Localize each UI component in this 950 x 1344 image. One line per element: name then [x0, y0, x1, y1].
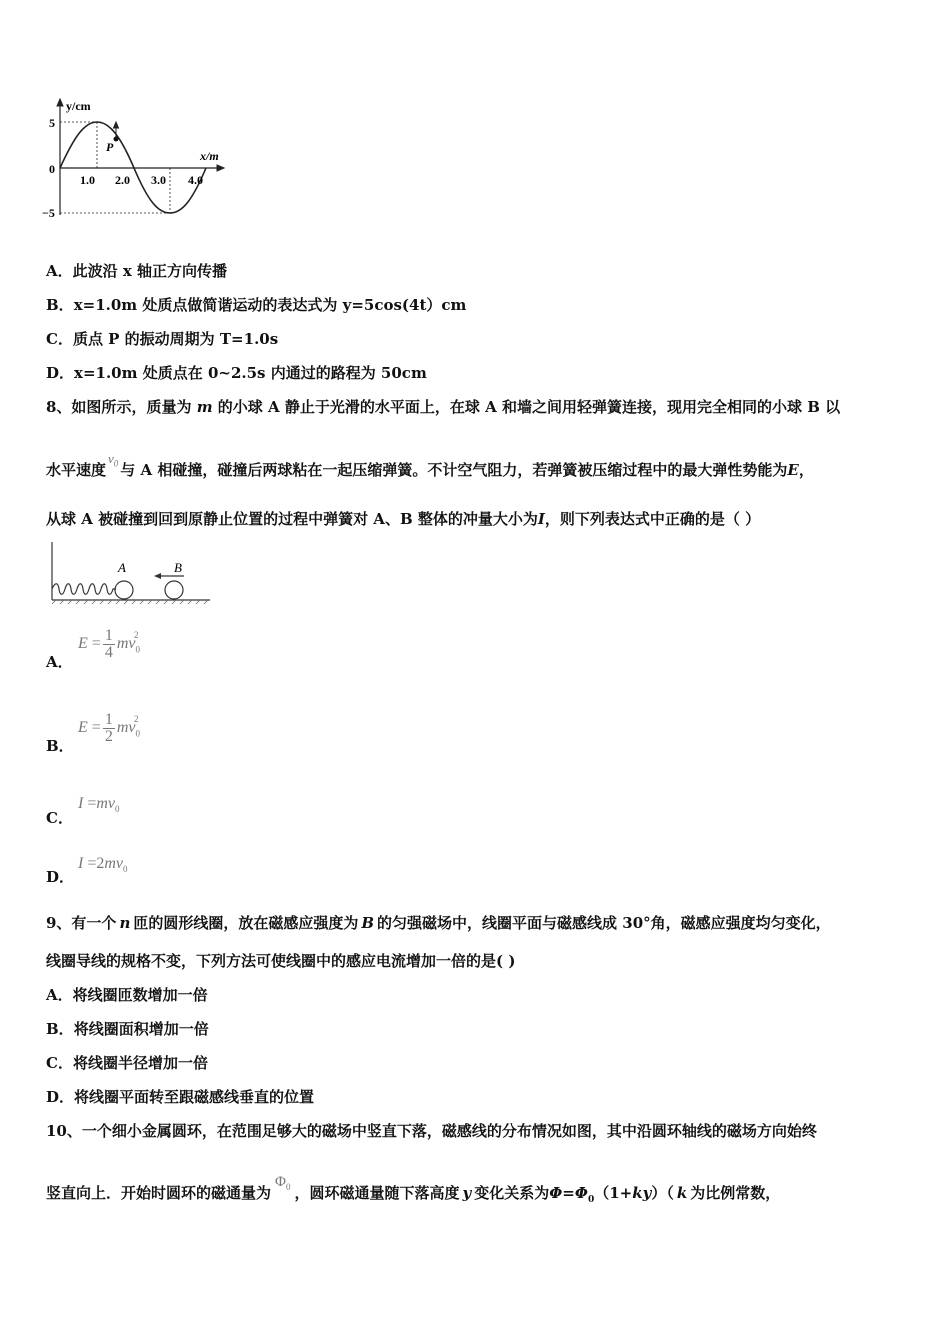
- equals: =: [91, 635, 101, 653]
- q9-line-2: [46, 951, 515, 971]
- q10-line-2: [46, 1174, 781, 1210]
- q9-option-c: [46, 1053, 208, 1073]
- option-text: 将线圈面积增加一倍: [73, 1020, 209, 1038]
- formula: Φ=Φ: [549, 1184, 588, 1202]
- option-text: 此波沿 x 轴正方向传播: [72, 262, 228, 280]
- var-b: B: [361, 914, 375, 932]
- point-p-label: P: [106, 140, 114, 154]
- text: 匝的圆形线圈，放在磁感应强度为: [133, 914, 359, 932]
- var-k: k: [676, 1184, 688, 1202]
- spring: [52, 584, 116, 595]
- q7-option-d: [46, 363, 427, 383]
- subscript: 0: [123, 864, 128, 875]
- q8-option-d-label: [46, 867, 74, 887]
- q9-option-d: [46, 1087, 314, 1107]
- text: ）（: [651, 1184, 674, 1202]
- option-label: B．: [46, 737, 74, 755]
- q9-line-1: [46, 913, 831, 933]
- option-text: 将线圈匝数增加一倍: [72, 986, 208, 1004]
- q7-option-b: [46, 295, 466, 315]
- rhs: mv: [96, 795, 116, 812]
- q8-line-3: [46, 509, 760, 529]
- y-tick-neg5: −5: [42, 206, 55, 220]
- option-label: A．: [46, 262, 73, 280]
- text: 水平速度: [46, 461, 107, 479]
- denominator: 4: [104, 644, 113, 661]
- text: 为比例常数，: [690, 1184, 781, 1202]
- option-label: D．: [46, 868, 75, 886]
- q8-option-c-formula: [78, 795, 120, 814]
- velocity-arrow-head: [154, 573, 161, 579]
- q7-option-c: [46, 329, 278, 349]
- rhs: mv: [116, 719, 136, 737]
- v-sub: 0: [113, 458, 119, 469]
- x-tick-2: 2.0: [115, 173, 130, 187]
- option-text: x=1.0m 处质点在 0~2.5s 内通过的路程为 50cm: [74, 364, 427, 382]
- lhs: E: [78, 719, 88, 737]
- x-axis-label: x/m: [200, 149, 219, 163]
- text: 10、一个细小金属圆环，在范围足够大的磁场中竖直下落，磁感线的分布情况如图，其中沿圆环轴线的磁场方向始终: [46, 1122, 817, 1140]
- option-label: B．: [46, 296, 74, 314]
- q8-option-a-label: [46, 652, 73, 672]
- x-tick-3: 3.0: [151, 173, 166, 187]
- lhs: E: [78, 635, 88, 653]
- coefficient: 2: [96, 855, 105, 872]
- x-axis-arrow: [217, 165, 224, 171]
- text: 线圈导线的规格不变，下列方法可使线圈中的感应电流增加一倍的是( ): [46, 952, 516, 970]
- var-ky: ky: [632, 1184, 652, 1202]
- wave-graph: [40, 95, 230, 225]
- q7-option-a: [46, 261, 227, 281]
- phi0-symbol: [275, 1174, 290, 1190]
- equals: =: [87, 855, 97, 872]
- option-label: C．: [46, 809, 73, 827]
- rhs: mv: [116, 635, 136, 653]
- phi-letter: Φ: [275, 1174, 286, 1190]
- equals: =: [91, 719, 101, 737]
- text: 变化关系为: [474, 1184, 550, 1202]
- x-tick-1: 1.0: [80, 173, 95, 187]
- subscript: 0: [115, 804, 120, 815]
- point-p: [114, 137, 119, 142]
- subscript: 0: [135, 644, 140, 655]
- lhs: I: [78, 795, 84, 812]
- superscript: 2: [133, 713, 139, 724]
- q10-line-1: [46, 1121, 817, 1141]
- option-label: A．: [46, 653, 73, 671]
- text: （1+: [594, 1184, 633, 1202]
- q8-option-c-label: [46, 808, 73, 828]
- q8-option-d-formula: [78, 855, 128, 874]
- text: 从球 A 被碰撞到回到原静止位置的过程中弹簧对 A、B 整体的冲量大小为: [46, 510, 538, 528]
- q8-line-2: [46, 451, 814, 486]
- option-label: C．: [46, 1054, 73, 1072]
- option-text: 将线圈半径增加一倍: [72, 1054, 208, 1072]
- var-m: m: [196, 398, 213, 416]
- var-e: E: [787, 461, 799, 479]
- formula-sub: 0: [587, 1195, 595, 1205]
- var-y: y: [462, 1184, 472, 1202]
- ball-b-label: B: [174, 560, 182, 575]
- ball-b: [165, 581, 183, 599]
- text: 竖直向上．开始时圆环的磁通量为: [46, 1184, 272, 1202]
- option-label: D．: [46, 364, 75, 382]
- var-i: I: [537, 510, 545, 528]
- text: 8、如图所示，质量为: [46, 398, 192, 416]
- equals: =: [87, 795, 97, 812]
- option-text: x=1.0m 处质点做简谐运动的表达式为 y=5cos(4t）cm: [73, 296, 467, 314]
- option-label: B．: [46, 1020, 74, 1038]
- rhs: mv: [104, 855, 124, 872]
- lhs: I: [78, 855, 84, 872]
- x-tick-4: 4.0: [188, 173, 203, 187]
- option-label: D．: [46, 1088, 75, 1106]
- text: ，圆环磁通量随下落高度: [294, 1184, 460, 1202]
- numerator: 1: [104, 627, 113, 644]
- option-label: A．: [46, 986, 73, 1004]
- phi-sub: 0: [285, 1182, 291, 1192]
- text: ，则下列表达式中正确的是（ ）: [544, 510, 761, 528]
- q8-option-b-formula: [78, 712, 144, 745]
- y-axis-arrow: [57, 99, 63, 106]
- superscript: 2: [133, 629, 139, 640]
- option-text: 质点 P 的振动周期为 T=1.0s: [72, 330, 279, 348]
- numerator: 1: [104, 711, 113, 728]
- subscript: 0: [135, 728, 140, 739]
- text: ，: [798, 461, 814, 479]
- ball-a-label: A: [118, 560, 126, 575]
- v0-symbol: [108, 451, 119, 469]
- y-tick-0: 0: [49, 162, 55, 176]
- text: 的小球 A 静止于光滑的水平面上，在球 A 和墙之间用轻弹簧连接，现用完全相同的小球 B 以: [217, 398, 841, 416]
- q9-option-a: [46, 985, 208, 1005]
- ball-a: [115, 581, 133, 599]
- q8-line-1: [46, 397, 840, 417]
- v-letter: v: [108, 451, 114, 466]
- q8-option-b-label: [46, 736, 74, 756]
- q9-option-b: [46, 1019, 209, 1039]
- fraction: [103, 628, 115, 661]
- spring-figure: [46, 540, 214, 608]
- text: 与 A 相碰撞，碰撞后两球粘在一起压缩弹簧。不计空气阻力，若弹簧被压缩过程中的最大弹性势能为: [120, 461, 788, 479]
- text: 的匀强磁场中，线圈平面与磁感线成 30°角，磁感应强度均匀变化，: [377, 914, 831, 932]
- text: 9、有一个: [46, 914, 117, 932]
- fraction: [103, 712, 115, 745]
- option-text: 将线圈平面转至跟磁感线垂直的位置: [74, 1088, 315, 1106]
- option-label: C．: [46, 330, 73, 348]
- y-axis-label: y/cm: [66, 99, 91, 113]
- y-tick-5: 5: [49, 116, 55, 130]
- q8-option-a-formula: [78, 628, 144, 661]
- var-n: n: [119, 914, 131, 932]
- p-arrow-head: [114, 122, 119, 128]
- denominator: 2: [104, 728, 113, 745]
